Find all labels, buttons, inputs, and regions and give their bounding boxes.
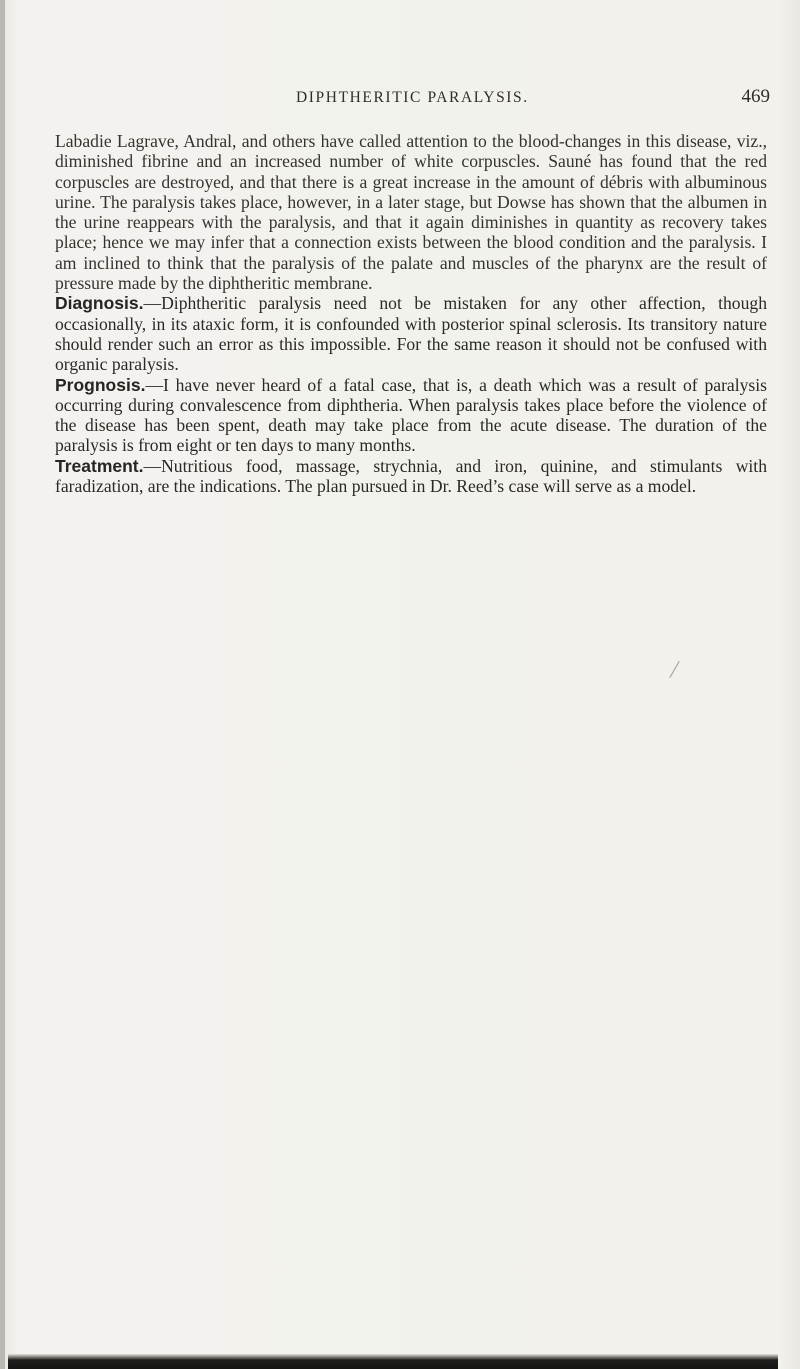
treatment-heading: Treatment. (55, 455, 144, 476)
running-head: DIPHTHERITIC PARALYSIS. (296, 89, 529, 106)
paragraph-prognosis (55, 375, 767, 456)
diagnosis-text: —Diphtheritic paralysis need not be mistaken for any other affection, though occasionally, in its ataxic form, it is confounded with posterior spinal sclerosis. Its transitory nature should render such an error as this impossible. For the same reason it should not be confused with organic paralysis. (55, 293, 767, 375)
body-text (55, 131, 767, 496)
paragraph-diagnosis (55, 293, 767, 374)
page-number: 469 (741, 86, 770, 107)
paragraph-continued: Labadie Lagrave, Andral, and others have called attention to the blood-changes in this disease, viz., diminished fibrine and an increased number of white corpuscles. Sauné has found that the red corpuscles are destroyed, and that there is a great increase in the amount of débris with albuminous urine. The paralysis takes place, however, in a later stage, but Dowse has shown that the albumen in the urine reappears with the paralysis, and that it again diminishes in quantity as recovery takes place; hence we may infer that a connection exists between the blood condition and the paralysis. I am inclined to think that the paralysis of the palate and muscles of the pharynx are the result of pressure made by the diphtheritic membrane. (55, 131, 767, 294)
diagnosis-heading: Diagnosis. (55, 293, 144, 314)
prognosis-text: —I have never heard of a fatal case, that is, a death which was a result of paralysis occurring during convalescence from diphtheria. When paralysis takes place before the violence of the disease has been spent, death may take place from the acute disease. The duration of the paralysis is from eight or ten days to many months. (55, 374, 767, 456)
page-spine-edge (0, 0, 5, 1369)
page-header (40, 86, 770, 119)
paragraph-treatment (55, 456, 767, 497)
prognosis-heading: Prognosis. (55, 374, 146, 395)
treatment-text: —Nutritious food, massage, strychnia, and iron, quinine, and stimulants with faradization, are the indications. The plan pursued in Dr. Reed’s case will serve as a model. (55, 455, 767, 497)
stray-pencil-mark (669, 661, 679, 678)
bottom-edge-shadow (8, 1354, 778, 1369)
